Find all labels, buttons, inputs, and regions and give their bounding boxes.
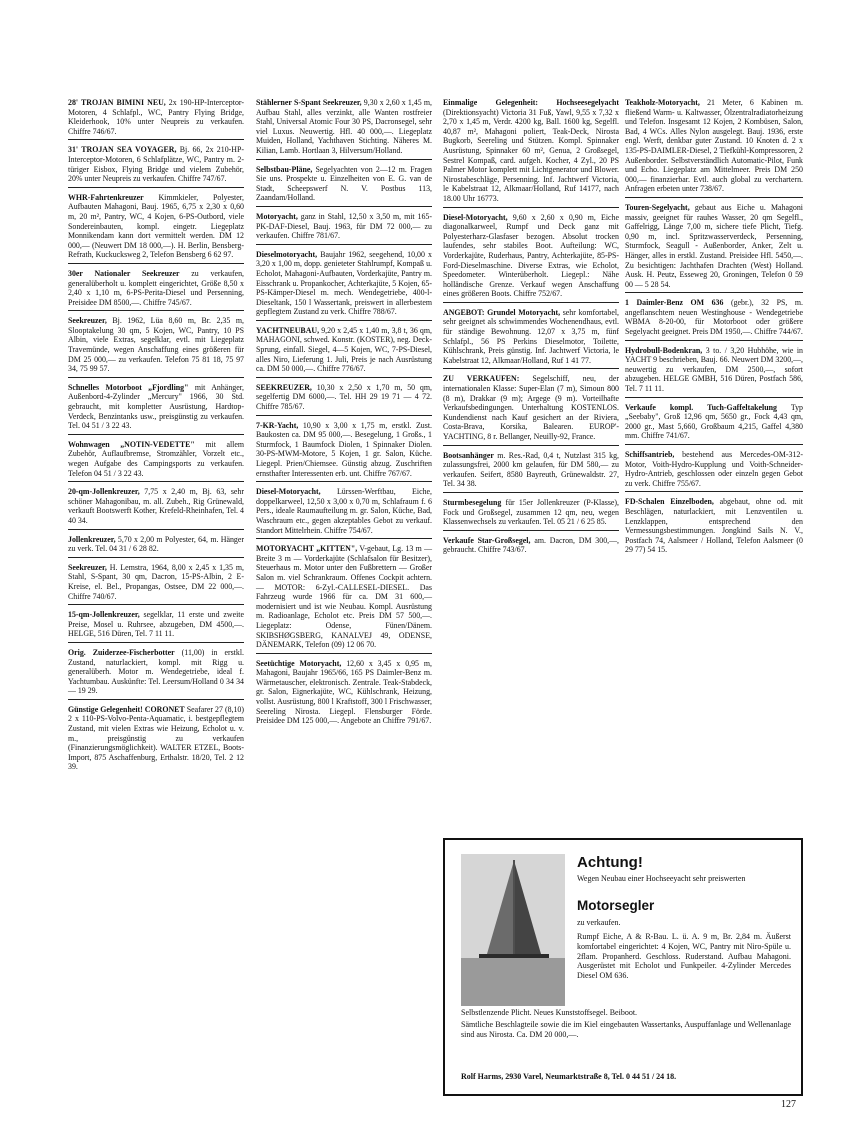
classified-ad bbox=[625, 344, 803, 398]
column-4 bbox=[625, 96, 803, 561]
page-number: 127 bbox=[781, 1099, 796, 1110]
ad-text: mit allem Zubehör, Auflaufbremse, Stromzähler, Vorzelt etc., wegen Aufgabe des Campingsports zu verkaufen. Telefon 04 51 / 3 22 43. bbox=[68, 439, 244, 478]
ad-text: 2x 190-HP-Interceptor-Motoren, 4 Schlafpl., WC, Pantry Flying Bridge, Kleiderhook, 10% unter Neupreis zu verkaufen. Chiffre 746/67. bbox=[68, 98, 244, 136]
ad-heading: Orig. Zuiderzee-Fischerbotter bbox=[68, 647, 175, 657]
ad-heading: Diesel-Motoryacht, bbox=[256, 487, 321, 497]
box-title-motorsegler: Motorsegler bbox=[577, 898, 655, 913]
ad-text: Kimmkieler, Polyester, Aufbauten Mahagoni, Bauj. 1965, 6,75 x 2,30 x 0,60 m, 20 m², Pantry, WC, 4 Kojen, 6-PS-Outbord, viele Sondereinbauten, kompl. eingetr. Liegeplatz Monnikendam kann dort vermittelt werden. DM 12 000,— (Neuwert DM 18 000,—). H. Berlin, Bensberg-Refrath, Kuckucksweg 2, Telefon Bensberg 6 62 97. bbox=[68, 192, 244, 260]
ad-heading: Diesel-Motoryacht, bbox=[443, 212, 508, 222]
classified-ad bbox=[68, 646, 244, 700]
box-contact: Rolf Harms, 2930 Varel, Neumarktstraße 8, Tel. 0 44 51 / 24 18. bbox=[461, 1072, 677, 1081]
sailboat-photo bbox=[461, 854, 565, 1006]
column-1 bbox=[68, 96, 244, 778]
ad-heading: Sturmbesegelung bbox=[443, 497, 502, 507]
classified-ad bbox=[625, 96, 803, 198]
ad-text: 9,60 x 2,60 x 0,90 m, Eiche diagonalkarweel, Rumpf und Deck ganz mit Polyesterharz-Glasfaser bezogen. Absolut trocken laufendes, sehr stabiles Boot. Aufteilung: WC, Vorderkajüte, Ruderhaus, Pantry, Achterkajüte, 85-PS-Ford-Dieselmaschine. Diverse Extras, wie Echolot, Speedometer. Winterüberholt. Liegepl.: Nähe holländische Grenze. Verkauf wegen Anschaffung eines größeren Boots. Chiffre 752/67. bbox=[443, 212, 619, 299]
ad-heading: Jollenkreuzer, bbox=[68, 534, 116, 544]
ad-heading: Dieselmotoryacht, bbox=[256, 249, 318, 259]
ad-heading: 7-KR-Yacht, bbox=[256, 420, 299, 430]
ad-text: am. Dacron, DM 300,—, gebraucht. Chiffre 743/67. bbox=[443, 535, 619, 555]
box-description-2: Selbstlenzende Plicht. Neues Kunststoffsegel. Beiboot. bbox=[461, 1008, 638, 1017]
ad-heading: Verkaufe Star-Großsegel, bbox=[443, 535, 531, 545]
ad-text: Typ „Seebaby", Groß 12,96 qm, 5650 gr., Fock 4,43 qm, 2000 gr., Mast 5,660, Großbaum 4,215, Gaffel 4,380 mm. Chiffre 741/67. bbox=[625, 402, 803, 441]
classified-ad bbox=[256, 96, 432, 160]
ad-heading: 1 Daimler-Benz OM 636 bbox=[625, 298, 724, 308]
ad-text: zu verkaufen, generalüberholt u. komplett eingerichtet, Größe 8,50 x 2,40 x 1,10 m, 6-PS-Perita-Diesel und Persenning, Preisidee DM 8500,—. Chiffre 745/67. bbox=[68, 268, 244, 307]
ad-heading: Teakholz-Motoryacht, bbox=[625, 98, 700, 107]
classified-ad bbox=[256, 248, 432, 321]
classified-ad bbox=[68, 314, 244, 378]
ad-text: bestehend aus Mercedes-OM-312-Motor, Voith-Hydro-Kupplung und Voith-Schneider-Hydro-Antrieb, geschlossen oder einzeln gegen Gebot zu verk. Chiffre 755/67. bbox=[625, 450, 803, 488]
classified-ad bbox=[256, 324, 432, 378]
classified-ad bbox=[256, 419, 432, 483]
column-2 bbox=[256, 96, 432, 732]
ad-text: 3 to. / 3,20 Hubhöhe, wie in YACHT 9 beschrieben, Bauj. 66. Neuwert DM 3200,—, neuwertig zu verkaufen, DM 2500,—, sofort abzugeben. HELGE GMBH, 516 Düren, Postfach 586, Tel. 7 11 11. bbox=[625, 345, 803, 394]
ad-heading: Günstige Gelegenheit! CORONET bbox=[68, 704, 185, 714]
classified-ad bbox=[625, 296, 803, 340]
classified-ad bbox=[68, 438, 244, 482]
ad-heading: WHR-Fahrtenkreuzer bbox=[68, 192, 144, 202]
ad-heading: Touren-Segelyacht, bbox=[625, 202, 690, 212]
ad-text: 10,90 x 3,00 x 1,75 m, erstkl. Zust. Baukosten ca. DM 95 000,—. Besegelung, 1 Großs., 1 Sturmfock, 1 Baumfock Diolen, 1 Spinnaker Diolen. 30-PS-MWM-Motore, 5 Kojen, 1 gr. Salon, Küche. Liegepl. Prien/Chiemsee. Günstig abzug. Zuschriften ernsthafter Interessenten erb. unt. Chiffre 767/67. bbox=[256, 420, 432, 478]
ad-heading: 15-qm-Jollenkreuzer, bbox=[68, 610, 140, 620]
ad-heading: Hydrobull-Bodenkran, bbox=[625, 345, 703, 355]
classified-ad bbox=[68, 267, 244, 311]
ad-heading: SEEKREUZER, bbox=[256, 382, 312, 392]
ad-text: Baujahr 1962, seegehend, 10,00 x 3,20 x 1,00 m, dopp. genieteter Stahlrumpf, Kompaß u. Echolot, Mahagoni-Aufbauten, Vorderkajüte, Pantry m. Eisschrank u. Propankocher, Achterkajüte, 5 Kojen, 65-PS-Kämper-Diesel m. mech. Wendegetriebe, 400-l-Dieseltank, 150 l Wassertank, preiswert in allerbestem gepflegtem Zustand zu verk. Chiffre 788/67. bbox=[256, 249, 432, 317]
classified-ad bbox=[256, 485, 432, 539]
ad-heading: ANGEBOT: Grundel Motoryacht, bbox=[443, 307, 561, 317]
classified-ad bbox=[68, 608, 244, 643]
classified-ad bbox=[256, 210, 432, 245]
ad-text: 7,75 x 2,40 m, Bj. 63, sehr schöner Mahagonibau, m. all. Zubeh., Rig Grünewald, verkauft Bootswerft Kother, Krefeld-Rheinhafen, Tel. 4 40 34. bbox=[68, 487, 244, 525]
ad-heading: YACHTNEUBAU, bbox=[256, 325, 320, 335]
ad-heading: 30er Nationaler Seekreuzer bbox=[68, 268, 180, 278]
ad-text: sehr komfortabel, sehr geeignet als schwimmendes Wochenendhaus, evtl. für ständige Bewohnung. 12,07 x 3,75 m, fünf Schlafpl., 56 PS Perkins Dieselmotor, Toilette, Kühlschrank, Preis günstig. Inf. Jachtwerf Victoria, le Kabelstraat 12, Alkmaar/Holland, Ruf 1 41 77. bbox=[443, 307, 619, 365]
ad-heading: Wohnwagen „NOTIN-VEDETTE" bbox=[68, 439, 195, 449]
motorsegler-advert-box bbox=[443, 838, 803, 1096]
box-title: Achtung! bbox=[577, 854, 643, 871]
ad-heading: Selbstbau-Pläne, bbox=[256, 164, 313, 174]
ad-text: 21 Meter, 6 Kabinen m. fließend Warm- u. Kaltwasser, Ölzentralradiatorheizung und Telefon. Insgesamt 12 Kojen, 2 Kombüsen, Salon, Bad, 4 WCs. Alles Nylon ausgelegt. Bauj. 1936, erste engl. Werft, denkbar guter Zustand. 10 Knoten d. 2 x 135-PS-DAIMLER-Diesel, 2 Tiefkühl-Kompressoren, 2 Außenborder. Selbstverständlich Automatic-Pilot, Funk und Echo. Liegeplatz am Mittelmeer. Preis DM 250 000,— finanzierbar. Evtl. auch global zu verchartern. Anfragen erbeten unter 738/67. bbox=[625, 98, 803, 194]
ad-text: m. Res.-Rad, 0,4 t, Nutzlast 315 kg, zulassungsfrei, 2000 km gelaufen, für DM 580,— zu verkaufen. Seifert, 8580 Bayreuth, Grünewaldstr. 27, Tel. 34 38. bbox=[443, 450, 619, 489]
classified-ad bbox=[443, 372, 619, 445]
ad-heading: Verkaufe kompl. Tuch-Gaffeltakelung bbox=[625, 402, 777, 412]
classified-ad bbox=[443, 211, 619, 303]
classified-ad bbox=[256, 542, 432, 654]
ad-text: H. Lemstra, 1964, 8,00 x 2,45 x 1,35 m, Stahl, S-Spant, 30 qm, Dacron, 15-PS-Albin, 2 E-Kreise, el. Bel., Propangas, Ostsee, DM 22 000,—. Chiffre 740/67. bbox=[68, 562, 244, 601]
ad-heading: Einmalige Gelegenheit: Hochseesegelyacht bbox=[443, 98, 619, 107]
ad-heading: FD-Schalen Einzelboden, bbox=[625, 497, 714, 507]
box-description-3: Sämtliche Beschlagteile sowie die im Kiel eingebauten Wassertanks, Auspuffanlage und Wellenanlage sind aus Nirosta. Ca. DM 20 000,—. bbox=[461, 1020, 791, 1039]
classified-ad bbox=[68, 703, 244, 775]
ad-heading: Schiffsantrieb, bbox=[625, 450, 675, 459]
ad-heading: Seekreuzer, bbox=[68, 562, 107, 572]
box-intro: zu verkaufen. bbox=[577, 918, 621, 927]
ad-heading: Motoryacht, bbox=[256, 211, 298, 221]
classified-ad bbox=[68, 143, 244, 187]
ad-text: ganz in Stahl, 12,50 x 3,50 m, mit 165-PK-DAF-Diesel, Bauj. 1963, für DM 72 000,— zu verkaufen. Chiffre 781/67. bbox=[256, 211, 432, 241]
classified-ad bbox=[256, 381, 432, 416]
classified-ad bbox=[68, 533, 244, 558]
ad-text: Seafarer 27 (8,10) 2 x 110-PS-Volvo-Penta-Aquamatic, i. bestgepflegtem Zustand, mit vielen Extras wie Heizung, Echolot u. v. m., preisgünstig zu verkaufen (Finanzierungsmöglichkeit). WALTER ETZEL, Boots-Import, 875 Aschaffenburg, Erthalstr. 18/20, Tel. 2 12 39. bbox=[68, 704, 245, 772]
classified-ad bbox=[443, 96, 619, 208]
ad-text: mit Anhänger, Außenbord-4-Zylinder „Mercury" 1966, 30 Std. gebraucht, mit kompletter Ausrüstung, Hardtop-Verdeck, Benzintanks usw., preisgünstig zu verkaufen. Tel. 04 51 / 3 22 43. bbox=[68, 382, 244, 431]
ad-heading: 31' TROJAN SEA VOYAGER, bbox=[68, 145, 177, 155]
ad-text: Segelschiff, neu, der internationalen Klasse: Super-Elan (7 m), Simoun 800 (8 m), Drakkar (9 m); Argege (9 m). Vorteilhafte Verkaufsbedingungen. Unterhaltung KOSTENLOS. Kundendienst nach Kauf gesichert an der Riviera, Costa-Brava, Korsika, Balearen. EUROP'-YACHTING, 8 r. Bellanger, Neuilly-92, France. bbox=[443, 374, 619, 441]
classified-ad bbox=[68, 96, 244, 140]
ad-text: Bj. 66, 2x 210-HP-Interceptor-Motoren, 6 Schlafplätze, WC, Pantry m. 2-türiger Eisbox, Flying Bridge und vielem Zubehör, 20% unter Neupreis zu verkaufen. Chiffre 747/67. bbox=[68, 145, 244, 184]
ad-text: 5,70 x 2,00 m Polyester, 64, m. Hänger zu verk. Tel. 04 31 / 6 28 82. bbox=[68, 534, 244, 554]
ad-heading: ZU VERKAUFEN: bbox=[443, 374, 520, 384]
ad-text: Segelyachten von 2—12 m. Fragen Sie uns. Prospekte u. Einzelheiten von E. G. van de Stadt, Scheepswerf N. V. Postbus 113, Zaandam/Holland. bbox=[256, 164, 432, 203]
ad-text: 10,30 x 2,50 x 1,70 m, 50 qm, segelfertig DM 6000,—. Tel. HH 29 19 71 — 4 72. Chiffre 785/67. bbox=[256, 382, 432, 412]
ad-text: (gebr.), 32 PS, m. angeflanschtem neuen Westinghouse - Wendegetriebe WBMA 8-20-00, für Motorboot oder größere Segelyacht geeignet. Preis DM 1950,—. Chiffre 744/67. bbox=[625, 298, 803, 337]
ad-text: segelklar, 11 erste und zweite Preise, Mosel u. Ruhrsee, abzugeben, DM 4500,—. HELGE, 516 Düren, Tel. 7 11 11. bbox=[68, 610, 244, 639]
ad-text: (Direktionsyacht) Victoria 31 Fuß, Yawl, 9,55 x 7,32 x 2,70 x 1,45 m, Verdr. 4200 kg, Ball. 1600 kg, Segelfl. 40,87 m², Mahagoni poliert, Teak-Deck, Nirosta Bugkorb, Seereling und Stützen. Kompl. Spinnaker Ausrüstung, Spinnaker 60 m², Genua, 2 Großsegel, Sestrel Kompaß, card. aufgeh. Kocher, 4 Zyl., 20 PS Palmer Motor komplett mit Lichtgenerator und Blower. Nirostabeschläge, Persenning. Inf. Jachtwerf Victoria, le Kabelstraat 12, Alkmaar/Holland, Ruf 14177, nach 18.00 Uhr 16773. bbox=[443, 107, 619, 203]
ad-heading: MOTORYACHT „KITTEN", bbox=[256, 544, 358, 554]
ad-heading: Seetüchtige Motoryacht, bbox=[256, 658, 342, 668]
classified-ad bbox=[68, 485, 244, 529]
ad-heading: Schnelles Motorboot „Fjordling" bbox=[68, 382, 189, 392]
ad-text: 9,20 x 2,45 x 1,40 m, 3,8 t, 36 qm, MAHAGONI, schwed. Konstr. (KOSTER), neg. Deck-Sprung, einfall. Siegel, 4—5 Kojen, WC, 7-PS-Diesel, alles Niro, Lieferung 1. Juli, Preis je nach Ausrüstung ca. DM 50 000,—. Chiffre 776/67. bbox=[256, 325, 432, 374]
classified-ad bbox=[256, 657, 432, 729]
classified-ad bbox=[68, 381, 244, 435]
ad-text: 9,30 x 2,60 x 1,45 m, Aufbau Stahl, alles verzinkt, alle Wanten rostfreier Stahl, Universal Atomic Four 30 PS, Dacronsegel, sehr viel Luxus. Neuwertig. Hfl. 40 000,—. Liegeplatz Muiden, Holland, Yachthaven Stichting. Näheres M. Kilian, Lamb. Hortlaan 3, Hilversum/Holland. bbox=[256, 98, 432, 155]
photo-water bbox=[461, 958, 565, 1006]
classified-ad bbox=[256, 163, 432, 207]
column-3 bbox=[443, 96, 619, 561]
box-subtitle: Wegen Neubau einer Hochseeyacht sehr preiswerten bbox=[577, 874, 746, 883]
ad-text: für 15er Jollenkreuzer (P-Klasse), Fock und Großsegel, zusammen 12 qm, neu, wegen Klassenwechsels zu verkaufen. Tel. 05 21 / 6 25 85. bbox=[443, 497, 619, 527]
box-description: Rumpf Eiche, A & R-Bau. L. ü. A. 9 m, Br. 2,84 m. Äußerst komfortabel eingerichtet: 4 Kojen, WC, Pantry mit Niro-Spüle u. 2flam. Propanherd. Geschloss. Ruderstand. Aufbau Mahagoni. Ausgerüstet mit Echolot und Funkpeiler. 4-Zylinder Mercedes Diesel OM 636. bbox=[577, 932, 791, 981]
classified-ad bbox=[625, 201, 803, 293]
ad-text: abgebaut, ohne od. mit Beschlägen, naturlackiert, mit Lenzventilen u. Lenzklappen, entsprechend den Vermessungsbestimmungen. Jongkind Sails N. V., Postfach 74, Aalsmeer / Holland, Telefon Aalsmeer (0 29 77) 54 15. bbox=[625, 497, 803, 555]
classified-ad bbox=[68, 191, 244, 264]
classified-ad bbox=[625, 401, 803, 445]
ad-text: 12,60 x 3,45 x 0,95 m, Mahagoni, Baujahr 1965/66, 165 PS Daimler-Benz m. Wärmetauscher, elektronisch. Zentrale. Teak-Stabdeck, gr. Salon, Eignerkajüte, WC, Kühlschrank, Heizung, vollst. Ausrüstung, 800 l Kraftstoff, 300 l Frischwasser, Seereling Nirosta. Liegepl. Flensburger Förde. Preisidee DM 125 000,—. Angebote an Chiffre 791/67. bbox=[256, 658, 432, 726]
ad-heading: Bootsanhänger bbox=[443, 450, 494, 460]
ad-text: Lürssen-Werftbau, Eiche, doppelkarweel, 12,50 x 3,00 x 0,70 m, Schlafraum f. 6 Pers., ideale Raumaufteilung m. gr. Salon, Küche, Bad, Waschraum etc., gegen akzeptables Gebot zu verkauf. Standort Mittelrhein. Chiffre 754/67. bbox=[256, 487, 432, 535]
classified-ad bbox=[443, 306, 619, 370]
ad-heading: Stählerner S-Spant Seekreuzer, bbox=[256, 98, 362, 107]
classified-ad bbox=[625, 448, 803, 492]
ad-text: gebaut aus Eiche u. Mahagoni massiv, geeignet für rauhes Wasser, 20 qm Segelfl., Gaffelrigg, Länge 7,00 m, sichere tiefe Plicht, Tiefg. 0,90 m, incl. Spritzwasserverdeck, Persenning, Sturmfock, Seagull - Außenborder, Anker, Zelt u. Hänger, alles in erstkl. Zustand. Preisidee Hfl. 5450,—. Zu besichtigen: Jachthafen Drachten (West) Holland. Ausk. H. Peutz, Esseweg 20, Groningen, Telefon 0 59 00 — 5 28 54. bbox=[625, 202, 803, 289]
classified-ad bbox=[443, 449, 619, 493]
ad-text: (11,00) in erstkl. Zustand, naturlackiert, kompl. mit Rigg u. generalüberh. Motor m. Wendegetriebe, ideal f. Yachtumbau. Auskünfte: Tel. Leersum/Holland 0 34 34 — 19 29. bbox=[68, 647, 244, 696]
ad-text: V-gebaut, Lg. 13 m — Breite 3 m — Vorderkajüte (Schlafsalon für Besitzer), Steuerhaus m. Motor unter den Fußbrettern — Großer Salon m. viel Schrankraum. Offenes Cockpit achtern. — MOTOR: 6-Zyl.-CALLESEL-DIESEL. Das Fahrzeug wurde 1966 für ca. DM 31 600,— modernisiert und ist wie Neubau. Kompl. Ausrüstung m. Radioanlage, Echolot etc. Preis DM 57 500,—. Liegeplatz: Odense, Fünen/Dänem. SKIBSHØGSBERG, KANALVEJ 49, ODENSE, DÄNEMARK, Telefon (09) 12 06 70. bbox=[256, 544, 432, 650]
classified-ad bbox=[443, 496, 619, 531]
classified-ad bbox=[625, 495, 803, 558]
classified-ad bbox=[443, 534, 619, 558]
ad-heading: 20-qm-Jollenkreuzer, bbox=[68, 487, 140, 497]
classified-ad bbox=[68, 561, 244, 605]
ad-heading: 28' TROJAN BIMINI NEU, bbox=[68, 98, 166, 107]
ad-heading: Seekreuzer, bbox=[68, 316, 107, 326]
ad-text: Bj. 1962, Lüa 8,60 m, Br. 2,35 m, Slooptakelung 30 qm, 5 Kojen, WC, Pantry, 10 PS Albin, viele Extras, segelklar, evtl. mit Liegeplatz Travemünde, wegen Anschaffung eines größeren für DM 25 000,— zu verkaufen. Telefon 75 81 18, 75 97 34, 75 99 57. bbox=[68, 316, 244, 374]
